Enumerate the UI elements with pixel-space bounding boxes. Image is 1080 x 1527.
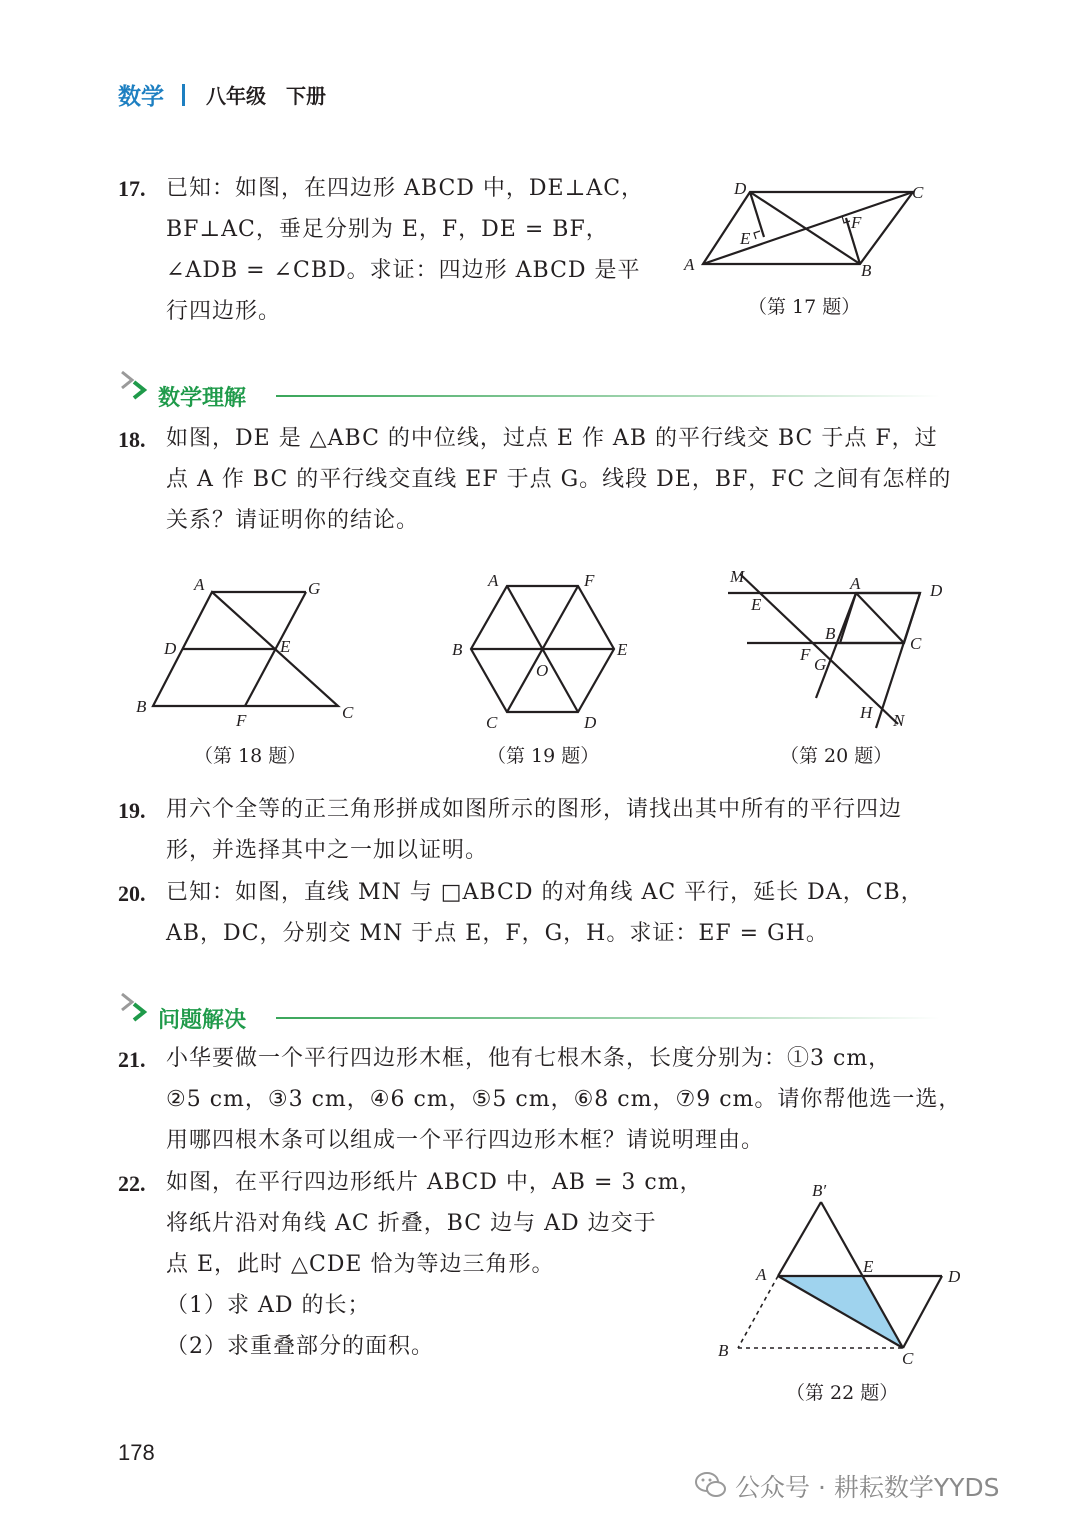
question-18-line: 点 A 作 BC 的平行线交直线 EF 于点 G。线段 DE，BF，FC 之间有怎样的 xyxy=(166,467,952,492)
question-18-line: 如图，DE 是 △ABC 的中位线，过点 E 作 AB 的平行线交 BC 于点 F，过 xyxy=(166,426,938,451)
question-22-line: 点 E，此时 △CDE 恰为等边三角形。 xyxy=(166,1252,555,1277)
fig18-label-f: F xyxy=(236,711,247,730)
question-21-text xyxy=(166,1038,961,1161)
fig19-label-o: O xyxy=(536,661,549,680)
fig17-label-a: A xyxy=(684,255,695,274)
fig22-label-d: D xyxy=(948,1267,961,1286)
header-subject: 数学 xyxy=(118,84,164,110)
figure-19-caption: （第 19 题） xyxy=(487,745,600,767)
question-21-line: ②5 cm，③3 cm，④6 cm，⑤5 cm，⑥8 cm，⑦9 cm。请你帮他选一选， xyxy=(166,1087,962,1112)
question-18-number: 18. xyxy=(118,427,146,452)
question-18-line: 关系？请证明你的结论。 xyxy=(166,508,420,533)
section-rule xyxy=(276,1017,940,1019)
figure-20-caption: （第 20 题） xyxy=(780,745,893,767)
fig17-label-b: B xyxy=(861,261,872,280)
fig19-label-b: B xyxy=(452,640,463,659)
fig17-label-d: D xyxy=(734,179,747,198)
fig20-diagonal-ac xyxy=(856,593,904,643)
question-20-number: 20. xyxy=(118,881,146,906)
fig20-label-c: C xyxy=(910,634,922,653)
figure-17-caption: （第 17 题） xyxy=(748,296,861,318)
fig19-label-a: A xyxy=(488,571,499,590)
fig22-label-c: C xyxy=(902,1349,914,1368)
fig22-line-ab-prime xyxy=(778,1202,821,1276)
header-grade: 八年级 xyxy=(206,84,266,108)
wechat-icon xyxy=(694,1470,728,1500)
fig22-label-a: A xyxy=(756,1265,767,1284)
fig19-label-d: D xyxy=(584,713,597,732)
figure-19 xyxy=(448,566,638,736)
fig20-label-e: E xyxy=(751,595,762,614)
question-17-line: ∠ADB = ∠CBD。求证：四边形 ABCD 是平 xyxy=(166,258,641,283)
fig17-label-e: E xyxy=(740,229,751,248)
fig18-label-c: C xyxy=(342,703,354,722)
fig20-label-b: B xyxy=(825,624,836,643)
fig22-dashed-ab xyxy=(738,1276,778,1348)
fig17-label-f: F xyxy=(851,213,862,232)
question-19-line: 用六个全等的正三角形拼成如图所示的图形，请找出其中所有的平行四边 xyxy=(166,797,903,822)
question-17-line: 已知：如图，在四边形 ABCD 中，DE⊥AC， xyxy=(166,176,645,201)
fig18-label-b: B xyxy=(136,697,147,716)
fig20-label-n: N xyxy=(893,711,905,730)
question-22-line: 如图，在平行四边形纸片 ABCD 中，AB = 3 cm， xyxy=(166,1170,703,1195)
section-rule xyxy=(276,395,940,397)
fig19-label-f: F xyxy=(584,571,595,590)
question-22-line: （2）求重叠部分的面积。 xyxy=(166,1334,434,1359)
fig17-label-c: C xyxy=(912,183,924,202)
fig22-label-b: B xyxy=(718,1341,729,1360)
fig17-right-angle-e xyxy=(754,231,760,239)
question-22-text xyxy=(166,1162,703,1367)
fig20-label-f: F xyxy=(800,645,811,664)
section-arrow-icon xyxy=(118,368,154,404)
page-number: 178 xyxy=(118,1440,155,1465)
question-17-line: BF⊥AC，垂足分别为 E，F，DE = BF， xyxy=(166,217,609,242)
fig20-line-ag xyxy=(816,593,856,698)
fig19-label-c: C xyxy=(486,713,498,732)
fig22-label-b-prime: B′ xyxy=(812,1181,827,1200)
watermark-text: 公众号 · 耕耘数学YYDS xyxy=(735,1473,1000,1502)
question-17-number: 17. xyxy=(118,176,146,201)
section-arrow-icon xyxy=(118,990,154,1026)
question-21-line: 用哪四根木条可以组成一个平行四边形木框？请说明理由。 xyxy=(166,1128,765,1153)
question-21-number: 21. xyxy=(118,1047,146,1072)
question-22-line: 将纸片沿对角线 AC 折叠，BC 边与 AD 边交于 xyxy=(166,1211,657,1236)
fig20-label-g: G xyxy=(814,655,827,674)
fig20-label-a: A xyxy=(850,574,861,593)
figure-22 xyxy=(708,1178,978,1373)
figure-17 xyxy=(678,172,938,282)
fig20-label-m: M xyxy=(730,567,745,586)
fig18-label-a: A xyxy=(194,575,205,594)
question-20-line: AB，DC，分别交 MN 于点 E，F，G，H。求证：EF = GH。 xyxy=(166,921,829,946)
fig17-diagonal-ac xyxy=(703,192,913,264)
figure-18-caption: （第 18 题） xyxy=(194,745,307,767)
question-17-text xyxy=(166,168,644,332)
question-21-line: 小华要做一个平行四边形木框，他有七根木条，长度分别为：①3 cm， xyxy=(166,1046,892,1071)
fig20-line-dh xyxy=(876,593,920,728)
question-19-line: 形，并选择其中之一加以证明。 xyxy=(166,838,489,863)
question-19-number: 19. xyxy=(118,798,146,823)
header-volume: 下册 xyxy=(286,84,326,108)
fig18-label-e: E xyxy=(280,637,291,656)
question-22-line: （1）求 AD 的长； xyxy=(166,1293,371,1318)
question-17-line: 行四边形。 xyxy=(166,299,282,324)
fig19-label-e: E xyxy=(617,640,628,659)
fig18-label-d: D xyxy=(164,639,177,658)
question-18-text xyxy=(166,418,951,541)
figure-22-caption: （第 22 题） xyxy=(786,1382,899,1404)
fig17-diagonal-db xyxy=(750,192,860,264)
section-title-problem-solving: 问题解决 xyxy=(158,1008,247,1033)
fig20-label-d: D xyxy=(930,581,943,600)
figure-20 xyxy=(720,562,960,737)
question-20-line: 已知：如图，直线 MN 与 □ABCD 的对角线 AC 平行，延长 DA，CB， xyxy=(166,880,924,905)
question-20-text xyxy=(166,872,924,954)
figure-18 xyxy=(130,572,370,732)
section-title-understanding: 数学理解 xyxy=(158,386,247,411)
fig22-line-dc xyxy=(903,1276,942,1348)
question-19-text xyxy=(166,789,902,871)
fig20-label-h: H xyxy=(860,703,873,722)
fig18-label-g: G xyxy=(308,579,321,598)
fig22-label-e: E xyxy=(863,1257,874,1276)
question-22-number: 22. xyxy=(118,1171,146,1196)
header-separator xyxy=(182,84,185,106)
fig20-line-mn xyxy=(740,574,898,724)
